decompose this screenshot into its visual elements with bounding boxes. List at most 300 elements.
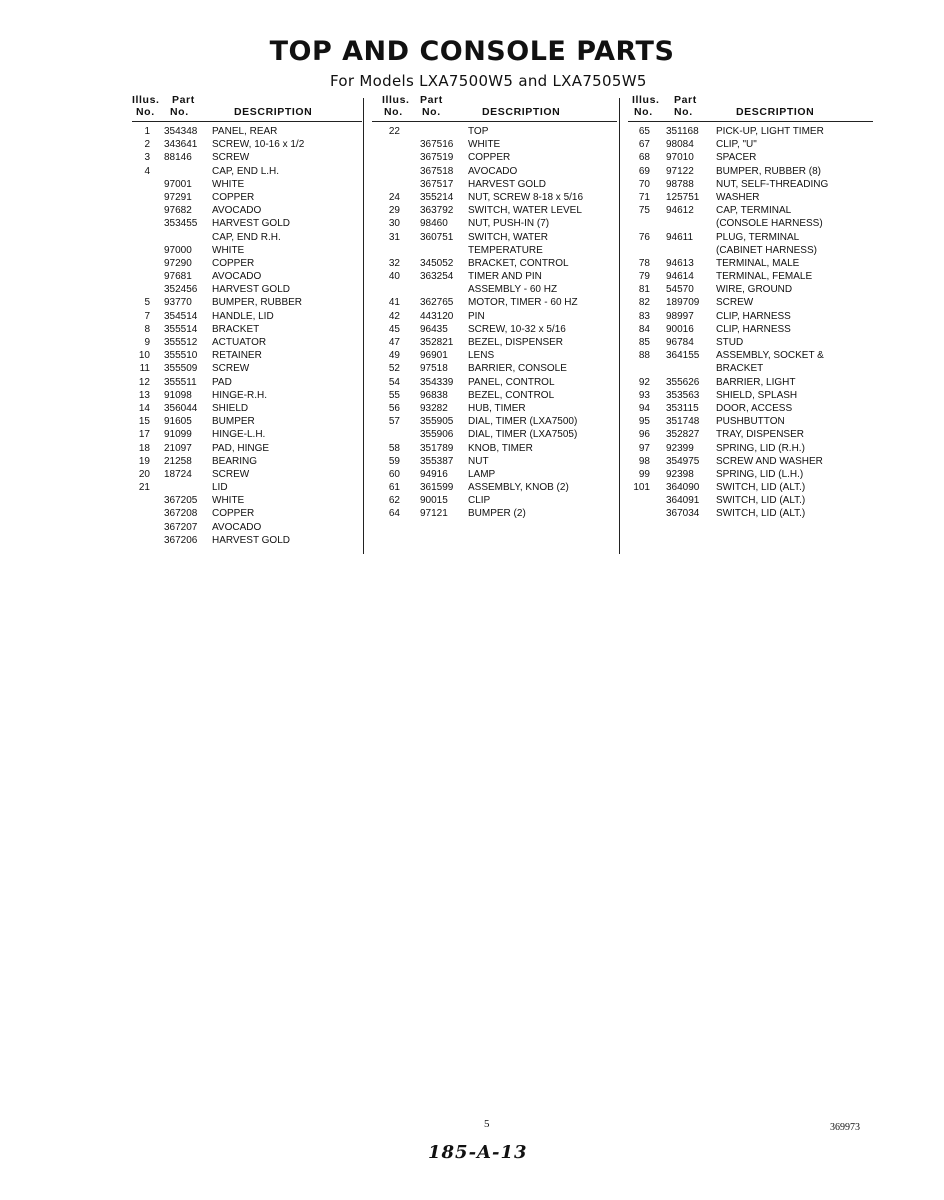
illus-number: 84: [638, 323, 650, 335]
illus-number: 79: [638, 271, 650, 283]
part-number: 353455: [164, 218, 198, 230]
part-number: 354339: [420, 376, 454, 388]
illus-number: 82: [638, 297, 650, 309]
parts-list: [132, 125, 362, 547]
table-row: [372, 138, 617, 151]
illus-number: 75: [638, 205, 650, 217]
part-description: PICK-UP, LIGHT TIMER: [716, 126, 824, 137]
illus-number: 15: [138, 416, 150, 428]
part-description: SPRING, LID (L.H.): [716, 468, 804, 480]
part-number: 97122: [666, 165, 694, 177]
part-description: ACTUATOR: [212, 337, 267, 348]
part-number: 355214: [420, 191, 454, 203]
part-number: 93770: [164, 297, 192, 309]
illus-number: 62: [388, 495, 400, 507]
table-row: [132, 521, 362, 534]
part-number: 21258: [164, 455, 192, 467]
table-row: [628, 296, 873, 309]
part-description: CAP, END R.H.: [212, 231, 281, 243]
part-description: (CONSOLE HARNESS): [716, 218, 823, 230]
illus-header: Illus.: [632, 94, 660, 106]
part-description: SHIELD, SPLASH: [716, 389, 798, 401]
illus-no-header: No.: [136, 106, 155, 118]
table-row: [372, 455, 617, 468]
table-row: [372, 270, 617, 283]
page-title: TOP AND CONSOLE PARTS: [269, 36, 675, 67]
part-description: STUD: [716, 337, 744, 348]
parts-column-1: [132, 94, 362, 547]
part-description: COPPER: [468, 152, 511, 164]
illus-number: 98: [638, 455, 650, 467]
part-description: PAD, HINGE: [212, 442, 270, 454]
part-description: CLIP, HARNESS: [716, 323, 791, 335]
description-header: DESCRIPTION: [482, 106, 561, 118]
illus-number: 5: [144, 297, 150, 309]
table-row: [372, 415, 617, 428]
part-description: MOTOR, TIMER - 60 HZ: [468, 297, 578, 309]
part-description: BEZEL, DISPENSER: [468, 337, 564, 348]
table-row: [628, 362, 873, 375]
illus-header: Illus.: [132, 94, 160, 106]
part-description: SPRING, LID (R.H.): [716, 442, 805, 454]
part-description: CAP, END L.H.: [212, 165, 280, 177]
part-description: CLIP, HARNESS: [716, 310, 791, 322]
part-description: PLUG, TERMINAL: [716, 231, 800, 243]
illus-number: 83: [638, 310, 650, 322]
table-row: [132, 376, 362, 389]
part-description: BEARING: [212, 455, 258, 467]
table-row: [628, 217, 873, 230]
column-header-top: [628, 94, 873, 106]
table-row: [372, 204, 617, 217]
part-description: BUMPER, RUBBER (8): [716, 165, 822, 177]
part-number: 354348: [164, 126, 198, 137]
part-description: CAP, TERMINAL: [716, 205, 792, 217]
table-row: [372, 257, 617, 270]
table-row: [628, 323, 873, 336]
part-number: 367205: [164, 495, 198, 507]
part-description: SWITCH, WATER LEVEL: [468, 205, 582, 217]
illus-number: 9: [144, 337, 150, 348]
illus-number: 42: [388, 310, 400, 322]
part-description: SWITCH, LID (ALT.): [716, 495, 806, 507]
part-description: PANEL, CONTROL: [468, 376, 555, 388]
illus-number: 76: [638, 231, 650, 243]
table-row: [132, 428, 362, 441]
table-row: [628, 336, 873, 349]
part-description: SPACER: [716, 152, 757, 164]
illus-number: 95: [638, 416, 650, 428]
part-description: COPPER: [212, 191, 255, 203]
part-number: 97681: [164, 271, 192, 283]
description-header: DESCRIPTION: [234, 106, 313, 118]
part-number: 125751: [666, 191, 700, 203]
table-row: [372, 494, 617, 507]
part-no-header: No.: [170, 106, 189, 118]
part-description: DIAL, TIMER (LXA7505): [468, 429, 578, 441]
part-no-header: No.: [674, 106, 693, 118]
part-description: BUMPER, RUBBER: [212, 297, 303, 309]
table-row: [372, 244, 617, 257]
page-number: 5: [484, 1118, 490, 1130]
part-number: 351748: [666, 416, 700, 428]
part-number: 92399: [666, 442, 694, 454]
part-description: SCREW, 10-32 x 5/16: [468, 323, 566, 335]
table-row: [628, 507, 873, 520]
part-description: COPPER: [212, 508, 255, 520]
part-description: LAMP: [468, 468, 496, 480]
part-header: Part: [420, 94, 443, 106]
part-number: 364090: [666, 482, 700, 494]
part-number: 355905: [420, 416, 454, 428]
part-description: HARVEST GOLD: [212, 534, 290, 546]
part-description: ASSEMBLY, KNOB (2): [468, 482, 569, 494]
table-row: [132, 362, 362, 375]
part-number: 352821: [420, 337, 454, 348]
table-row: [132, 231, 362, 244]
table-row: [628, 257, 873, 270]
part-number: 97682: [164, 205, 192, 217]
illus-number: 29: [388, 205, 400, 217]
table-row: [628, 389, 873, 402]
illus-number: 88: [638, 350, 650, 362]
handwritten-annotation: 185-A-13: [428, 1142, 528, 1163]
part-description: BARRIER, CONSOLE: [468, 363, 567, 375]
part-number: 88146: [164, 152, 192, 164]
table-row: [628, 310, 873, 323]
part-description: PUSHBUTTON: [716, 416, 785, 428]
table-row: [132, 125, 362, 138]
illus-number: 11: [139, 363, 150, 375]
part-number: 18724: [164, 468, 192, 480]
part-description: WASHER: [716, 191, 760, 203]
part-number: 97291: [164, 191, 192, 203]
part-number: 94916: [420, 468, 448, 480]
part-description: NUT: [468, 455, 489, 467]
illus-number: 2: [144, 139, 150, 151]
part-description: TERMINAL, FEMALE: [716, 271, 813, 283]
part-header: Part: [674, 94, 697, 106]
illus-number: 78: [638, 257, 650, 269]
parts-column-2: [372, 94, 617, 521]
table-row: [372, 178, 617, 191]
table-row: [132, 455, 362, 468]
part-description: SWITCH, LID (ALT.): [716, 482, 806, 494]
part-number: 97290: [164, 257, 192, 269]
parts-list: [628, 125, 873, 521]
table-row: [132, 283, 362, 296]
table-row: [628, 151, 873, 164]
table-row: [372, 296, 617, 309]
table-row: [372, 323, 617, 336]
illus-number: 94: [638, 402, 650, 414]
table-row: [132, 204, 362, 217]
part-description: SCREW: [212, 152, 250, 164]
part-description: ASSEMBLY - 60 HZ: [468, 284, 558, 296]
illus-header: Illus.: [382, 94, 410, 106]
illus-number: 64: [388, 508, 400, 520]
illus-number: 21: [138, 482, 150, 494]
part-number: 360751: [420, 231, 454, 243]
table-row: [132, 165, 362, 178]
illus-number: 14: [138, 402, 150, 414]
illus-number: 3: [144, 152, 150, 164]
part-description: AVOCADO: [212, 205, 262, 217]
part-number: 98997: [666, 310, 694, 322]
part-description: (CABINET HARNESS): [716, 244, 817, 256]
column-header-top: [132, 94, 362, 106]
illus-number: 30: [388, 218, 400, 230]
part-number: 94614: [666, 271, 694, 283]
table-row: [628, 231, 873, 244]
part-description: HARVEST GOLD: [468, 178, 546, 190]
table-row: [372, 362, 617, 375]
part-description: TEMPERATURE: [468, 244, 543, 256]
illus-number: 31: [388, 231, 400, 243]
illus-number: 18: [138, 442, 150, 454]
table-row: [132, 151, 362, 164]
illus-number: 45: [388, 323, 400, 335]
part-number: 97010: [666, 152, 694, 164]
part-description: SWITCH, WATER: [468, 231, 548, 243]
part-number: 352827: [666, 429, 700, 441]
part-number: 96435: [420, 323, 448, 335]
table-row: [132, 481, 362, 494]
table-row: [628, 165, 873, 178]
part-number: 355514: [164, 323, 198, 335]
part-number: 343641: [164, 139, 198, 151]
part-number: 367518: [420, 165, 454, 177]
table-row: [628, 455, 873, 468]
table-row: [628, 415, 873, 428]
part-description: BRACKET, CONTROL: [468, 257, 569, 269]
illus-number: 40: [388, 271, 400, 283]
table-row: [628, 442, 873, 455]
part-description: SHIELD: [212, 402, 249, 414]
page-subtitle: For Models LXA7500W5 and LXA7505W5: [330, 72, 647, 90]
illus-no-header: No.: [384, 106, 403, 118]
table-row: [372, 349, 617, 362]
column-header-bottom: [132, 106, 362, 122]
illus-number: 41: [388, 297, 400, 309]
part-number: 90015: [420, 495, 448, 507]
table-row: [132, 494, 362, 507]
illus-number: 1: [144, 126, 150, 137]
document-number: 369973: [830, 1122, 860, 1133]
part-number: 355906: [420, 429, 454, 441]
illus-number: 97: [638, 442, 650, 454]
part-description: SCREW AND WASHER: [716, 455, 823, 467]
illus-number: 49: [388, 350, 400, 362]
part-description: AVOCADO: [468, 165, 518, 177]
part-number: 98084: [666, 139, 694, 151]
part-number: 367208: [164, 508, 198, 520]
illus-number: 67: [638, 139, 650, 151]
illus-number: 12: [138, 376, 150, 388]
part-number: 363792: [420, 205, 454, 217]
table-row: [628, 376, 873, 389]
part-description: AVOCADO: [212, 271, 262, 283]
table-row: [372, 283, 617, 296]
part-description: HINGE-L.H.: [212, 429, 266, 441]
illus-number: 58: [388, 442, 400, 454]
part-description: BEZEL, CONTROL: [468, 389, 555, 401]
part-number: 351168: [666, 126, 699, 137]
table-row: [132, 257, 362, 270]
part-description: WHITE: [468, 139, 501, 151]
part-number: 355626: [666, 376, 700, 388]
illus-number: 19: [138, 455, 150, 467]
table-row: [132, 402, 362, 415]
part-number: 98788: [666, 178, 694, 190]
illus-number: 17: [138, 429, 150, 441]
column-divider: [619, 98, 620, 554]
table-row: [132, 323, 362, 336]
table-row: [628, 204, 873, 217]
part-description: CLIP, "U": [716, 139, 757, 151]
part-number: 355509: [164, 363, 198, 375]
table-row: [132, 349, 362, 362]
part-description: SCREW: [212, 363, 250, 375]
part-description: PIN: [468, 310, 485, 322]
part-number: 367516: [420, 139, 454, 151]
table-row: [628, 191, 873, 204]
table-row: [132, 415, 362, 428]
table-row: [372, 151, 617, 164]
table-row: [372, 125, 617, 138]
part-description: BUMPER (2): [468, 508, 526, 520]
part-number: 345052: [420, 257, 454, 269]
column-header-bottom: [628, 106, 873, 122]
table-row: [132, 217, 362, 230]
table-row: [132, 442, 362, 455]
table-row: [372, 336, 617, 349]
table-row: [628, 178, 873, 191]
part-number: 355387: [420, 455, 454, 467]
part-description: HANDLE, LID: [212, 310, 274, 322]
part-number: 93282: [420, 402, 448, 414]
illus-number: 69: [638, 165, 650, 177]
table-row: [132, 178, 362, 191]
part-description: SCREW, 10-16 x 1/2: [212, 139, 305, 151]
part-description: HINGE-R.H.: [212, 389, 267, 401]
table-row: [372, 191, 617, 204]
part-description: NUT, PUSH-IN (7): [468, 218, 550, 230]
part-number: 362765: [420, 297, 454, 309]
part-description: ASSEMBLY, SOCKET &: [716, 350, 824, 362]
part-description: HARVEST GOLD: [212, 218, 290, 230]
illus-number: 85: [638, 337, 650, 348]
part-description: CLIP: [468, 495, 491, 507]
part-description: KNOB, TIMER: [468, 442, 533, 454]
table-row: [132, 244, 362, 257]
illus-number: 8: [144, 323, 150, 335]
part-number: 94611: [666, 231, 694, 243]
part-number: 355512: [164, 337, 198, 348]
illus-number: 59: [388, 455, 400, 467]
illus-number: 55: [388, 389, 400, 401]
part-number: 367517: [420, 178, 454, 190]
part-number: 367206: [164, 534, 198, 546]
illus-number: 57: [388, 416, 400, 428]
part-number: 98460: [420, 218, 448, 230]
table-row: [628, 402, 873, 415]
illus-number: 47: [388, 337, 400, 348]
table-row: [132, 296, 362, 309]
table-row: [628, 349, 873, 362]
part-header: Part: [172, 94, 195, 106]
part-description: SCREW: [212, 468, 250, 480]
part-description: HARVEST GOLD: [212, 284, 290, 296]
part-description: PAD: [212, 376, 232, 388]
part-number: 91605: [164, 416, 192, 428]
part-number: 97000: [164, 244, 192, 256]
part-description: BUMPER: [212, 416, 255, 428]
part-description: NUT, SELF-THREADING: [716, 178, 829, 190]
part-description: WHITE: [212, 178, 245, 190]
table-row: [372, 481, 617, 494]
part-number: 355510: [164, 350, 198, 362]
illus-number: 71: [638, 191, 650, 203]
table-row: [628, 481, 873, 494]
part-number: 97121: [420, 508, 448, 520]
table-row: [132, 468, 362, 481]
part-number: 354514: [164, 310, 198, 322]
part-description: PANEL, REAR: [212, 126, 278, 137]
illus-number: 61: [388, 482, 400, 494]
table-row: [628, 244, 873, 257]
description-header: DESCRIPTION: [736, 106, 815, 118]
part-description: NUT, SCREW 8-18 x 5/16: [468, 191, 584, 203]
part-number: 91098: [164, 389, 192, 401]
illus-number: 7: [144, 310, 150, 322]
part-description: TIMER AND PIN: [468, 271, 542, 283]
table-row: [628, 494, 873, 507]
part-number: 189709: [666, 297, 700, 309]
table-row: [372, 507, 617, 520]
part-number: 97518: [420, 363, 448, 375]
table-row: [372, 217, 617, 230]
part-number: 354975: [666, 455, 700, 467]
table-row: [372, 165, 617, 178]
part-description: WHITE: [212, 244, 245, 256]
part-description: BARRIER, LIGHT: [716, 376, 796, 388]
illus-number: 52: [388, 363, 400, 375]
part-description: LID: [212, 482, 228, 494]
illus-number: 93: [638, 389, 650, 401]
illus-number: 81: [638, 284, 650, 296]
table-row: [372, 468, 617, 481]
illus-number: 13: [138, 389, 150, 401]
part-number: 54570: [666, 284, 694, 296]
table-row: [372, 389, 617, 402]
part-number: 367207: [164, 521, 198, 533]
illus-number: 4: [144, 165, 150, 177]
part-number: 92398: [666, 468, 694, 480]
part-number: 97001: [164, 178, 192, 190]
illus-number: 56: [388, 402, 400, 414]
part-number: 96838: [420, 389, 448, 401]
part-description: TRAY, DISPENSER: [716, 429, 804, 441]
illus-number: 99: [638, 468, 650, 480]
part-number: 364155: [666, 350, 700, 362]
illus-number: 32: [388, 257, 400, 269]
part-description: TOP: [468, 126, 489, 137]
part-number: 353115: [666, 402, 699, 414]
part-description: SWITCH, LID (ALT.): [716, 508, 806, 520]
parts-list: [372, 125, 617, 521]
table-row: [132, 336, 362, 349]
